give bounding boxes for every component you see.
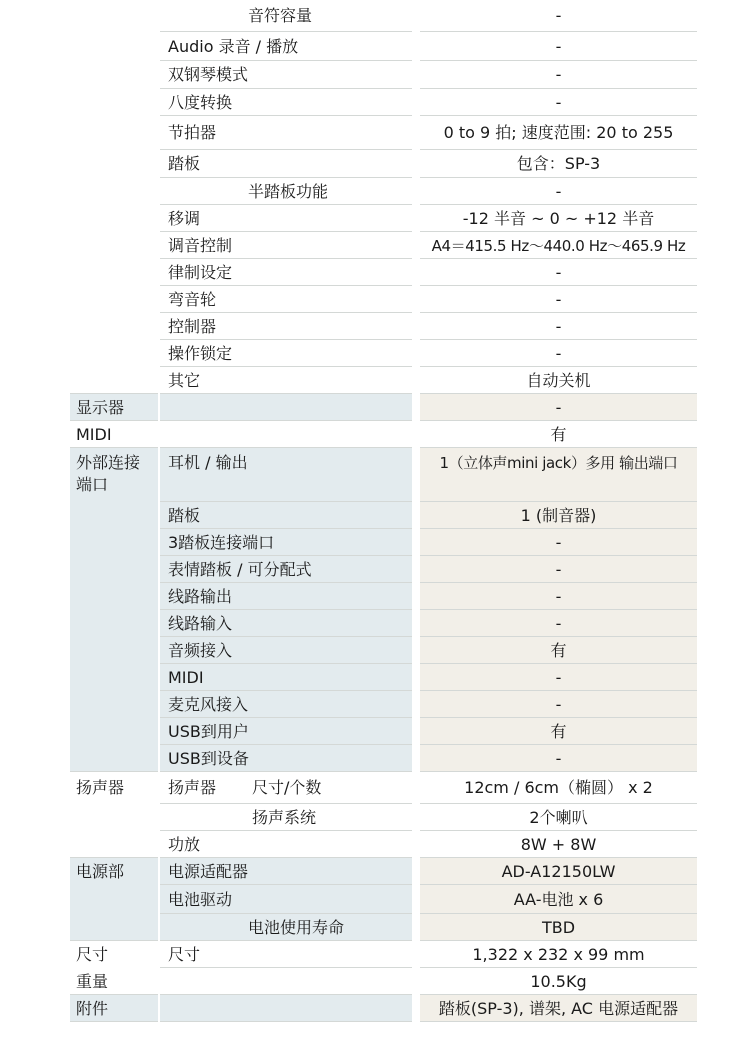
category-cell	[70, 150, 158, 178]
item-label: 操作锁定	[168, 344, 233, 363]
spec-row	[0, 914, 750, 941]
spec-row	[0, 858, 750, 885]
item-cell	[160, 32, 412, 61]
category-cell	[70, 885, 158, 914]
category-label: MIDI	[76, 425, 112, 444]
category-cell	[70, 0, 158, 32]
spec-row	[0, 61, 750, 89]
item-cell	[160, 941, 412, 968]
category-label: 端口	[76, 475, 109, 494]
category-cell	[70, 664, 158, 691]
item-label: 踏板	[168, 506, 201, 525]
spec-row	[0, 421, 750, 448]
category-cell	[70, 583, 158, 610]
item-label: 调音控制	[168, 236, 233, 255]
value-cell	[420, 502, 697, 529]
value-cell	[420, 61, 697, 89]
spec-row	[0, 745, 750, 772]
spec-row	[0, 178, 750, 205]
subitem-label: 音符容量	[248, 6, 313, 25]
value-cell	[420, 89, 697, 116]
category-cell	[70, 205, 158, 232]
item-label: 扬声器	[168, 778, 217, 797]
spec-value: -	[555, 614, 562, 633]
spec-value: -	[555, 263, 562, 282]
spec-value: -	[555, 37, 562, 56]
spec-value: -	[555, 65, 562, 84]
category-cell	[70, 804, 158, 831]
category-cell	[70, 259, 158, 286]
subitem-label: 扬声系统	[252, 808, 317, 827]
spec-value: 1 (制音器)	[520, 506, 597, 525]
spec-row	[0, 804, 750, 831]
spec-value: -	[555, 668, 562, 687]
value-cell	[420, 772, 697, 804]
category-cell	[70, 914, 158, 941]
item-label: 耳机 / 输出	[168, 453, 248, 472]
item-label: 控制器	[168, 317, 217, 336]
item-cell	[160, 745, 412, 772]
category-cell	[70, 556, 158, 583]
item-label: MIDI	[168, 668, 204, 687]
category-cell	[70, 529, 158, 556]
spec-row	[0, 286, 750, 313]
spec-row	[0, 232, 750, 259]
spec-row	[0, 313, 750, 340]
category-cell	[70, 421, 158, 448]
category-cell	[70, 394, 158, 421]
category-label: 重量	[76, 972, 109, 991]
spec-value: -12 半音 ~ 0 ~ +12 半音	[462, 209, 655, 228]
spec-row	[0, 831, 750, 858]
spec-value: -	[555, 290, 562, 309]
spec-row	[0, 529, 750, 556]
item-cell	[160, 691, 412, 718]
item-label: 其它	[168, 371, 201, 390]
spec-value: 自动关机	[526, 371, 591, 390]
spec-value: -	[555, 398, 562, 417]
value-cell	[420, 941, 697, 968]
value-cell	[420, 421, 697, 448]
item-cell	[160, 914, 412, 941]
subitem-label: 电池使用寿命	[248, 918, 345, 937]
item-label: 尺寸	[168, 945, 201, 964]
spec-value: TBD	[541, 918, 576, 937]
spec-row	[0, 448, 750, 502]
value-cell	[420, 556, 697, 583]
item-cell	[160, 89, 412, 116]
item-cell	[160, 150, 412, 178]
value-cell	[420, 664, 697, 691]
spec-row	[0, 772, 750, 804]
item-cell	[160, 858, 412, 885]
category-cell	[70, 178, 158, 205]
item-label: 移调	[168, 209, 201, 228]
item-cell	[160, 448, 412, 502]
value-cell	[420, 610, 697, 637]
value-cell	[420, 340, 697, 367]
item-label: 音频接入	[168, 641, 233, 660]
category-cell	[70, 718, 158, 745]
spec-row	[0, 941, 750, 968]
spec-row	[0, 995, 750, 1022]
value-cell	[420, 150, 697, 178]
item-cell	[160, 61, 412, 89]
item-label: 节拍器	[168, 123, 217, 142]
item-cell	[160, 772, 412, 804]
category-cell	[70, 610, 158, 637]
category-cell	[70, 831, 158, 858]
item-cell	[160, 116, 412, 150]
spec-row	[0, 637, 750, 664]
item-label: 八度转换	[168, 93, 233, 112]
item-cell	[160, 664, 412, 691]
spec-value: 1,322 x 232 x 99 mm	[472, 945, 645, 964]
item-label: USB到设备	[168, 749, 249, 768]
value-cell	[420, 394, 697, 421]
category-cell	[70, 313, 158, 340]
category-cell	[70, 995, 158, 1022]
category-cell	[70, 61, 158, 89]
item-label: 功放	[168, 835, 201, 854]
spec-row	[0, 583, 750, 610]
category-label: 电源部	[76, 862, 125, 881]
item-cell	[160, 205, 412, 232]
item-cell	[160, 637, 412, 664]
value-cell	[420, 259, 697, 286]
value-cell	[420, 286, 697, 313]
item-cell	[160, 556, 412, 583]
item-cell	[160, 178, 412, 205]
spec-value: -	[555, 344, 562, 363]
category-cell	[70, 691, 158, 718]
value-cell	[420, 968, 697, 995]
item-cell	[160, 232, 412, 259]
spec-value: -	[555, 560, 562, 579]
value-cell	[420, 831, 697, 858]
value-cell	[420, 804, 697, 831]
spec-row	[0, 556, 750, 583]
value-cell	[420, 637, 697, 664]
spec-value: 12cm / 6cm（椭圆） x 2	[464, 778, 653, 797]
item-label: 3踏板连接端口	[168, 533, 275, 552]
item-label: 电源适配器	[168, 862, 249, 881]
spec-row	[0, 340, 750, 367]
item-label: 弯音轮	[168, 290, 217, 309]
item-cell	[160, 340, 412, 367]
item-cell	[160, 367, 412, 394]
item-label: 双钢琴模式	[168, 65, 249, 84]
spec-row	[0, 367, 750, 394]
value-cell	[420, 583, 697, 610]
value-cell	[420, 691, 697, 718]
spec-value: 2个喇叭	[529, 808, 588, 827]
item-cell	[160, 0, 412, 32]
category-cell	[70, 772, 158, 804]
spec-row	[0, 150, 750, 178]
spec-row	[0, 116, 750, 150]
subitem-label: 尺寸/个数	[252, 778, 322, 797]
category-cell	[70, 968, 158, 995]
value-cell	[420, 448, 697, 502]
spec-value: 1（立体声mini jack）多用 输出端口	[439, 454, 678, 472]
category-cell	[70, 340, 158, 367]
spec-value: -	[555, 6, 562, 25]
spec-row	[0, 89, 750, 116]
spec-value: -	[555, 749, 562, 768]
value-cell	[420, 858, 697, 885]
category-cell	[70, 745, 158, 772]
category-cell	[70, 941, 158, 968]
spec-row	[0, 394, 750, 421]
item-label: USB到用户	[168, 722, 249, 741]
category-label: 附件	[76, 999, 109, 1018]
spec-value: -	[555, 587, 562, 606]
spec-row	[0, 205, 750, 232]
spec-value: AD-A12150LW	[501, 862, 616, 881]
item-cell	[160, 313, 412, 340]
spec-row	[0, 968, 750, 995]
item-label: 表情踏板 / 可分配式	[168, 560, 312, 579]
spec-row	[0, 0, 750, 32]
spec-value: 有	[550, 722, 567, 741]
value-cell	[420, 995, 697, 1022]
category-cell	[70, 89, 158, 116]
item-cell	[160, 804, 412, 831]
category-label: 尺寸	[76, 945, 109, 964]
item-cell	[160, 421, 412, 448]
value-cell	[420, 205, 697, 232]
value-cell	[420, 32, 697, 61]
subitem-label: 半踏板功能	[248, 182, 329, 201]
item-label: 线路输入	[168, 614, 233, 633]
spec-row	[0, 610, 750, 637]
value-cell	[420, 367, 697, 394]
value-cell	[420, 529, 697, 556]
spec-row	[0, 664, 750, 691]
spec-value: 10.5Kg	[530, 972, 587, 991]
spec-value: 8W + 8W	[520, 835, 597, 854]
spec-row	[0, 885, 750, 914]
spec-row	[0, 718, 750, 745]
item-cell	[160, 286, 412, 313]
item-cell	[160, 968, 412, 995]
spec-value: 有	[550, 641, 567, 660]
spec-row	[0, 32, 750, 61]
value-cell	[420, 313, 697, 340]
item-cell	[160, 831, 412, 858]
spec-value: 有	[550, 425, 567, 444]
item-cell	[160, 583, 412, 610]
value-cell	[420, 718, 697, 745]
category-cell	[70, 637, 158, 664]
item-cell	[160, 718, 412, 745]
value-cell	[420, 885, 697, 914]
item-label: 电池驱动	[168, 890, 233, 909]
item-label: 踏板	[168, 154, 201, 173]
category-cell	[70, 116, 158, 150]
value-cell	[420, 116, 697, 150]
value-cell	[420, 0, 697, 32]
spec-value: A4＝415.5 Hz～440.0 Hz～465.9 Hz	[431, 237, 686, 255]
category-cell	[70, 232, 158, 259]
value-cell	[420, 914, 697, 941]
value-cell	[420, 232, 697, 259]
spec-row	[0, 691, 750, 718]
value-cell	[420, 178, 697, 205]
item-label: 线路输出	[168, 587, 233, 606]
item-cell	[160, 610, 412, 637]
item-label: 麦克风接入	[168, 695, 249, 714]
category-label: 显示器	[76, 398, 125, 417]
item-cell	[160, 502, 412, 529]
spec-value: -	[555, 533, 562, 552]
item-label: 律制设定	[168, 263, 233, 282]
spec-value: -	[555, 93, 562, 112]
category-cell	[70, 367, 158, 394]
item-label: Audio 录音 / 播放	[168, 37, 299, 56]
spec-row	[0, 502, 750, 529]
item-cell	[160, 394, 412, 421]
value-cell	[420, 745, 697, 772]
category-label: 扬声器	[76, 778, 125, 797]
item-cell	[160, 995, 412, 1022]
category-cell	[70, 32, 158, 61]
spec-value: -	[555, 182, 562, 201]
item-cell	[160, 259, 412, 286]
category-cell	[70, 502, 158, 529]
spec-value: 踏板(SP-3), 谱架, AC 电源适配器	[438, 999, 679, 1018]
spec-value: 0 to 9 拍; 速度范围: 20 to 255	[443, 123, 674, 142]
spec-value: -	[555, 695, 562, 714]
category-cell	[70, 286, 158, 313]
spec-value: 包含：SP-3	[516, 154, 601, 173]
spec-row	[0, 259, 750, 286]
category-label: 外部连接	[76, 453, 141, 472]
item-cell	[160, 885, 412, 914]
item-cell	[160, 529, 412, 556]
category-cell	[70, 858, 158, 885]
spec-value: AA-电池 x 6	[513, 890, 604, 909]
spec-value: -	[555, 317, 562, 336]
category-cell	[70, 448, 158, 502]
